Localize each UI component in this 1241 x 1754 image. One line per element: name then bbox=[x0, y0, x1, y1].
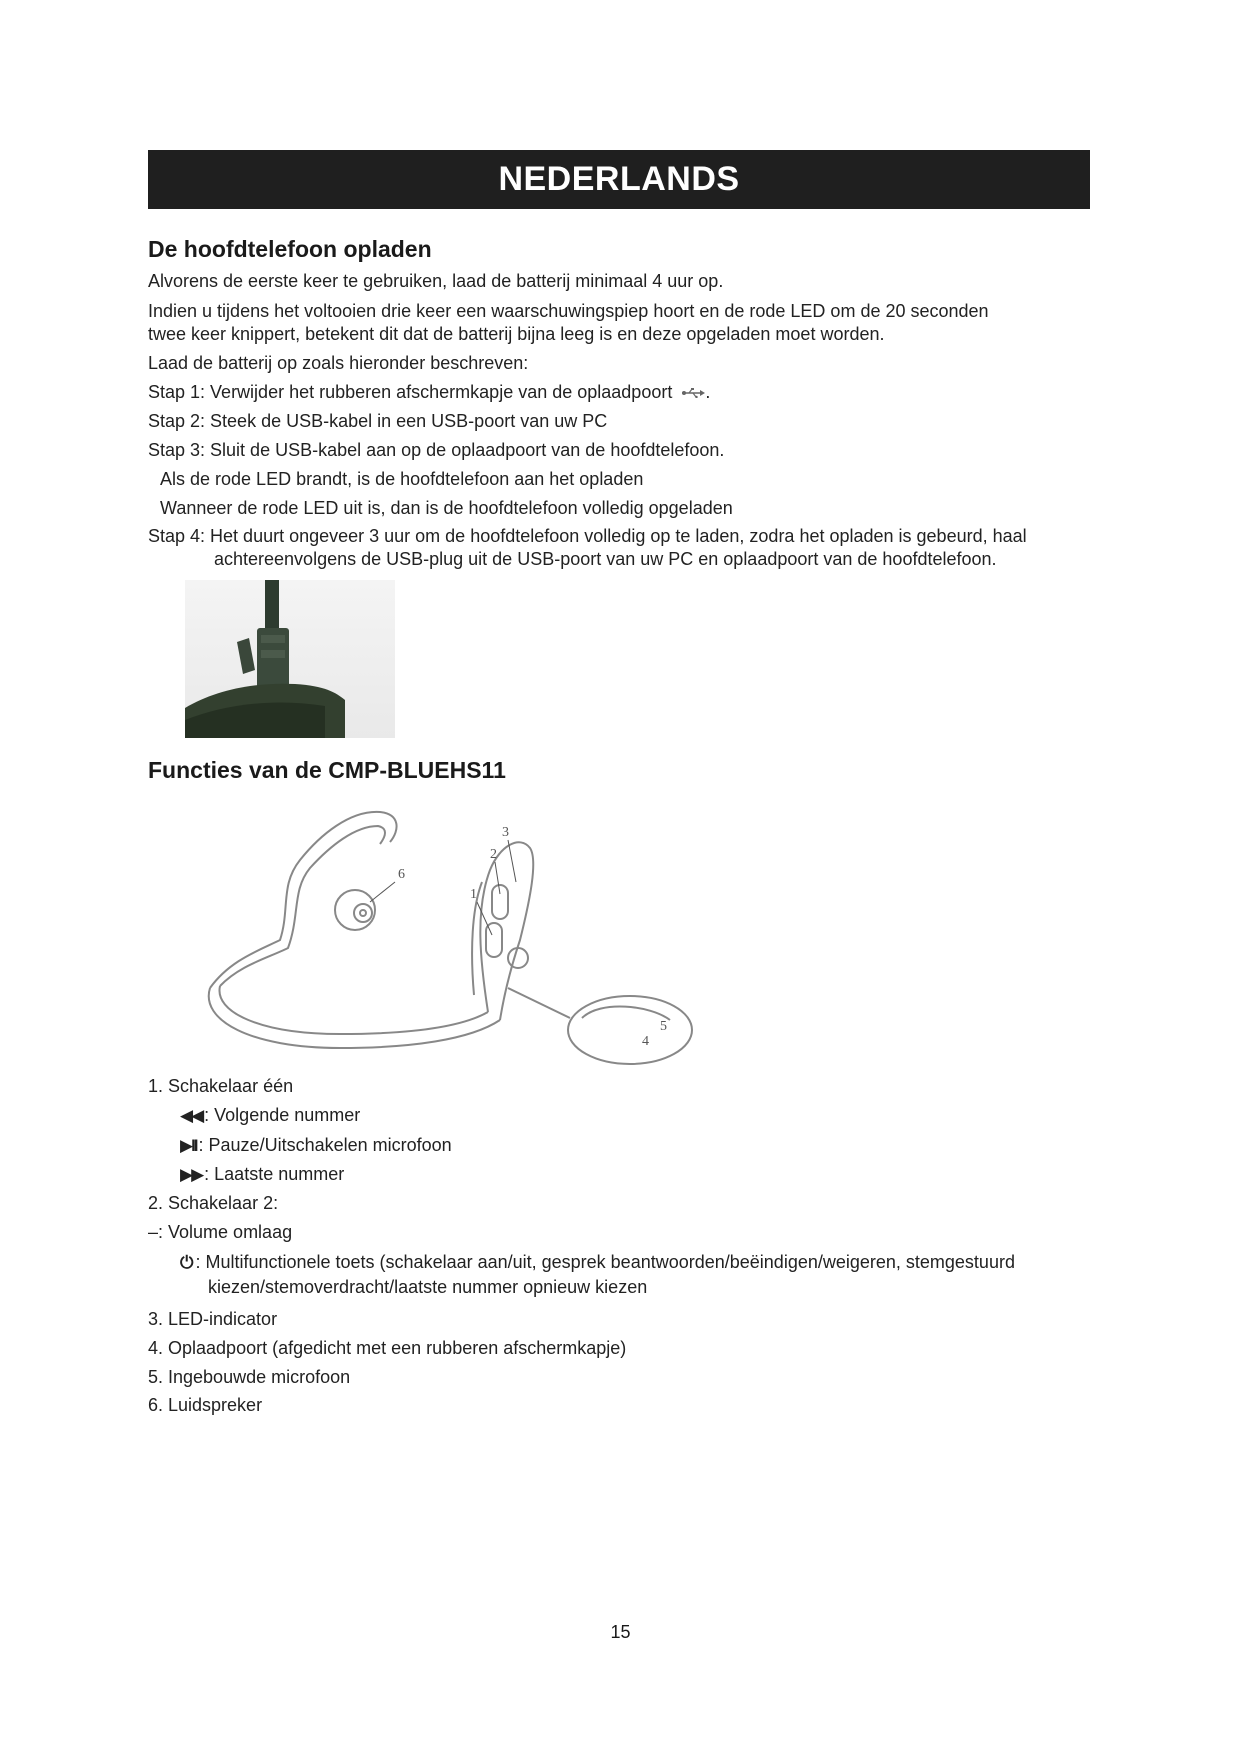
item-2a: –: Volume omlaag bbox=[148, 1222, 293, 1242]
item-2: 2. Schakelaar 2: bbox=[148, 1193, 279, 1213]
label-1: 1 bbox=[470, 887, 477, 902]
usb-icon bbox=[681, 388, 705, 398]
step-1 bbox=[148, 381, 710, 404]
headset-diagram bbox=[190, 790, 710, 1065]
item-1: 1. Schakelaar één bbox=[148, 1076, 294, 1096]
page-number: 15 bbox=[610, 1622, 631, 1642]
charging-photo bbox=[185, 580, 395, 738]
step-3: Stap 3: Sluit de USB-kabel aan op de oplaadpoort van de hoofdtelefoon. bbox=[148, 440, 725, 460]
step-1-end: . bbox=[705, 382, 711, 402]
label-3: 3 bbox=[502, 825, 509, 840]
item-1b bbox=[180, 1133, 452, 1158]
step-4-line1: Stap 4: Het duurt ongeveer 3 uur om de hoofdtelefoon volledig op te laden, zodra het opladen is gebeurd, haal bbox=[148, 526, 1027, 546]
label-6: 6 bbox=[398, 867, 405, 882]
para-warning-line2: twee keer knippert, betekent dit dat de batterij bijna leeg is en deze opgeladen moet worden. bbox=[148, 324, 885, 344]
item-4: 4. Oplaadpoort (afgedicht met een rubberen afschermkapje) bbox=[148, 1338, 627, 1358]
step-2: Stap 2: Steek de USB-kabel in een USB-poort van uw PC bbox=[148, 411, 608, 431]
item-3: 3. LED-indicator bbox=[148, 1309, 278, 1329]
section-title-charging: De hoofdtelefoon opladen bbox=[148, 236, 432, 262]
para-intro: Alvorens de eerste keer te gebruiken, laad de batterij minimaal 4 uur op. bbox=[148, 271, 724, 291]
step-1-text: Stap 1: Verwijder het rubberen afschermkapje van de oplaadpoort bbox=[148, 382, 673, 402]
next-icon: ▶▶ bbox=[180, 1165, 203, 1184]
item-2b bbox=[180, 1250, 1110, 1300]
item-1c-text: : Laatste nummer bbox=[204, 1164, 345, 1184]
play-pause-icon: ▶II bbox=[180, 1136, 197, 1155]
section-title-functions: Functies van de CMP-BLUEHS11 bbox=[148, 757, 506, 783]
item-6: 6. Luidspreker bbox=[148, 1395, 263, 1415]
step-4-line2: achtereenvolgens de USB-plug uit de USB-poort van uw PC en oplaadpoort van de hoofdtelefoon. bbox=[214, 549, 997, 569]
language-banner: NEDERLANDS bbox=[148, 150, 1090, 209]
item-1a-text: : Volgende nummer bbox=[204, 1105, 361, 1125]
item-1b-text: : Pauze/Uitschakelen microfoon bbox=[198, 1135, 452, 1155]
para-instructions: Laad de batterij op zoals hieronder beschreven: bbox=[148, 353, 529, 373]
item-2b-line1: : Multifunctionele toets (schakelaar aan/uit, gesprek beantwoorden/beëindigen/weigeren, stemgestuurd bbox=[195, 1252, 1015, 1272]
item-2b-line2: kiezen/stemoverdracht/laatste nummer opnieuw kiezen bbox=[208, 1277, 648, 1297]
item-1c bbox=[180, 1162, 344, 1187]
step-3-note-charging: Als de rode LED brandt, is de hoofdtelefoon aan het opladen bbox=[160, 469, 644, 489]
label-5: 5 bbox=[660, 1019, 667, 1034]
power-icon: ⏻ bbox=[180, 1253, 194, 1272]
item-1a bbox=[180, 1103, 360, 1128]
para-warning-line1: Indien u tijdens het voltooien drie keer een waarschuwingspiep hoort en de rode LED om de 20 seconden bbox=[148, 301, 989, 321]
step-3-note-charged: Wanneer de rode LED uit is, dan is de hoofdtelefoon volledig opgeladen bbox=[160, 498, 733, 518]
item-5: 5. Ingebouwde microfoon bbox=[148, 1367, 351, 1387]
step-4 bbox=[148, 525, 1128, 571]
label-4: 4 bbox=[642, 1034, 649, 1049]
previous-icon: ◀◀ bbox=[180, 1106, 203, 1125]
label-2: 2 bbox=[490, 847, 497, 862]
